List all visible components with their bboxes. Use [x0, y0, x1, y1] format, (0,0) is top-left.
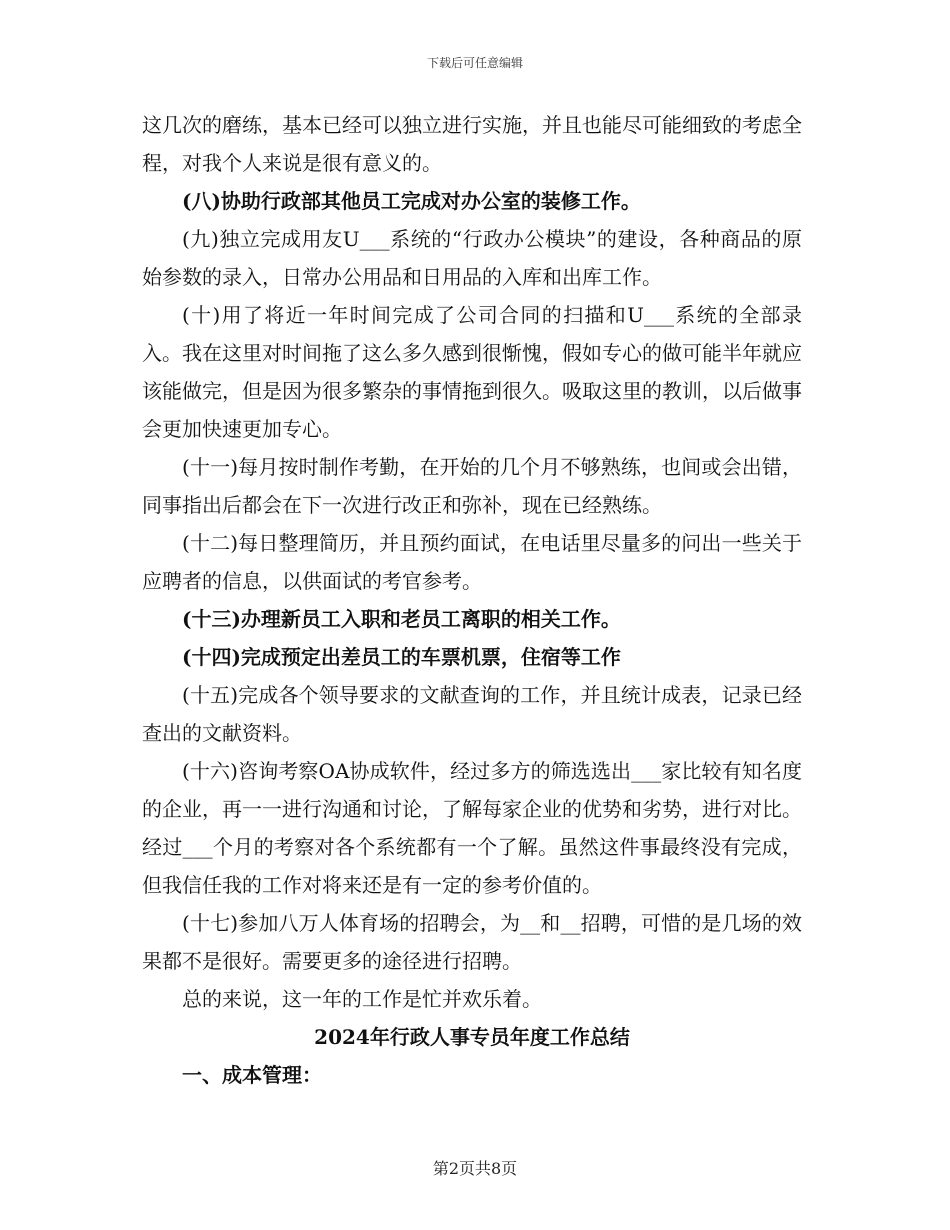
- document-body: [142, 106, 802, 1094]
- document-title: 2024年行政人事专员年度工作总结: [314, 1025, 630, 1049]
- paragraph-item-8: (八)协助行政部其他员工完成对办公室的装修工作。: [182, 189, 641, 213]
- paragraph-item-17: (十七)参加八万人体育场的招聘会，为__和__招聘，可惜的是几场的效果都不是很好。需要更多的途径进行招聘。: [142, 911, 802, 973]
- paragraph-item-15: (十五)完成各个领导要求的文献查询的工作，并且统计成表，记录已经查出的文献资料。: [142, 683, 802, 745]
- paragraph-item-14: (十四)完成预定出差员工的车票机票，住宿等工作: [182, 645, 621, 669]
- page-number: 第2页共8页: [432, 1159, 518, 1178]
- paragraph-item-13: (十三)办理新员工入职和老员工离职的相关工作。: [182, 607, 621, 631]
- paragraph-item-10: (十)用了将近一年时间完成了公司合同的扫描和U___系统的全部录入。我在这里对时间拖了这么多久感到很惭愧，假如专心的做可能半年就应该能做完，但是因为很多繁杂的事情拖到很久。吸取这里的教训，以后做事会更加快速更加专心。: [142, 303, 802, 441]
- paragraph-summary: 总的来说，这一年的工作是忙并欢乐着。: [182, 987, 542, 1011]
- paragraph-continuation: 这几次的磨练，基本已经可以独立进行实施，并且也能尽可能细致的考虑全程，对我个人来说是很有意义的。: [142, 113, 802, 175]
- paragraph-item-16: (十六)咨询考察OA协成软件，经过多方的筛选选出___家比较有知名度的企业，再一一进行沟通和讨论，了解每家企业的优势和劣势，进行对比。经过___个月的考察对各个系统都有一个了解。虽然这件事最终没有完成，但我信任我的工作对将来还是有一定的参考价值的。: [142, 759, 802, 897]
- page-header-note: 下载后可任意编辑: [426, 56, 523, 70]
- paragraph-item-11: (十一)每月按时制作考勤，在开始的几个月不够熟练，也间或会出错，同事指出后都会在下一次进行改正和弥补，现在已经熟练。: [142, 455, 802, 517]
- paragraph-item-9: (九)独立完成用友U___系统的“行政办公模块”的建设，各种商品的原始参数的录入，日常办公用品和日用品的入库和出库工作。: [142, 227, 802, 289]
- section-heading: 一、成本管理：: [182, 1063, 322, 1087]
- paragraph-item-12: (十二)每日整理简历，并且预约面试，在电话里尽量多的问出一些关于应聘者的信息，以供面试的考官参考。: [142, 531, 802, 593]
